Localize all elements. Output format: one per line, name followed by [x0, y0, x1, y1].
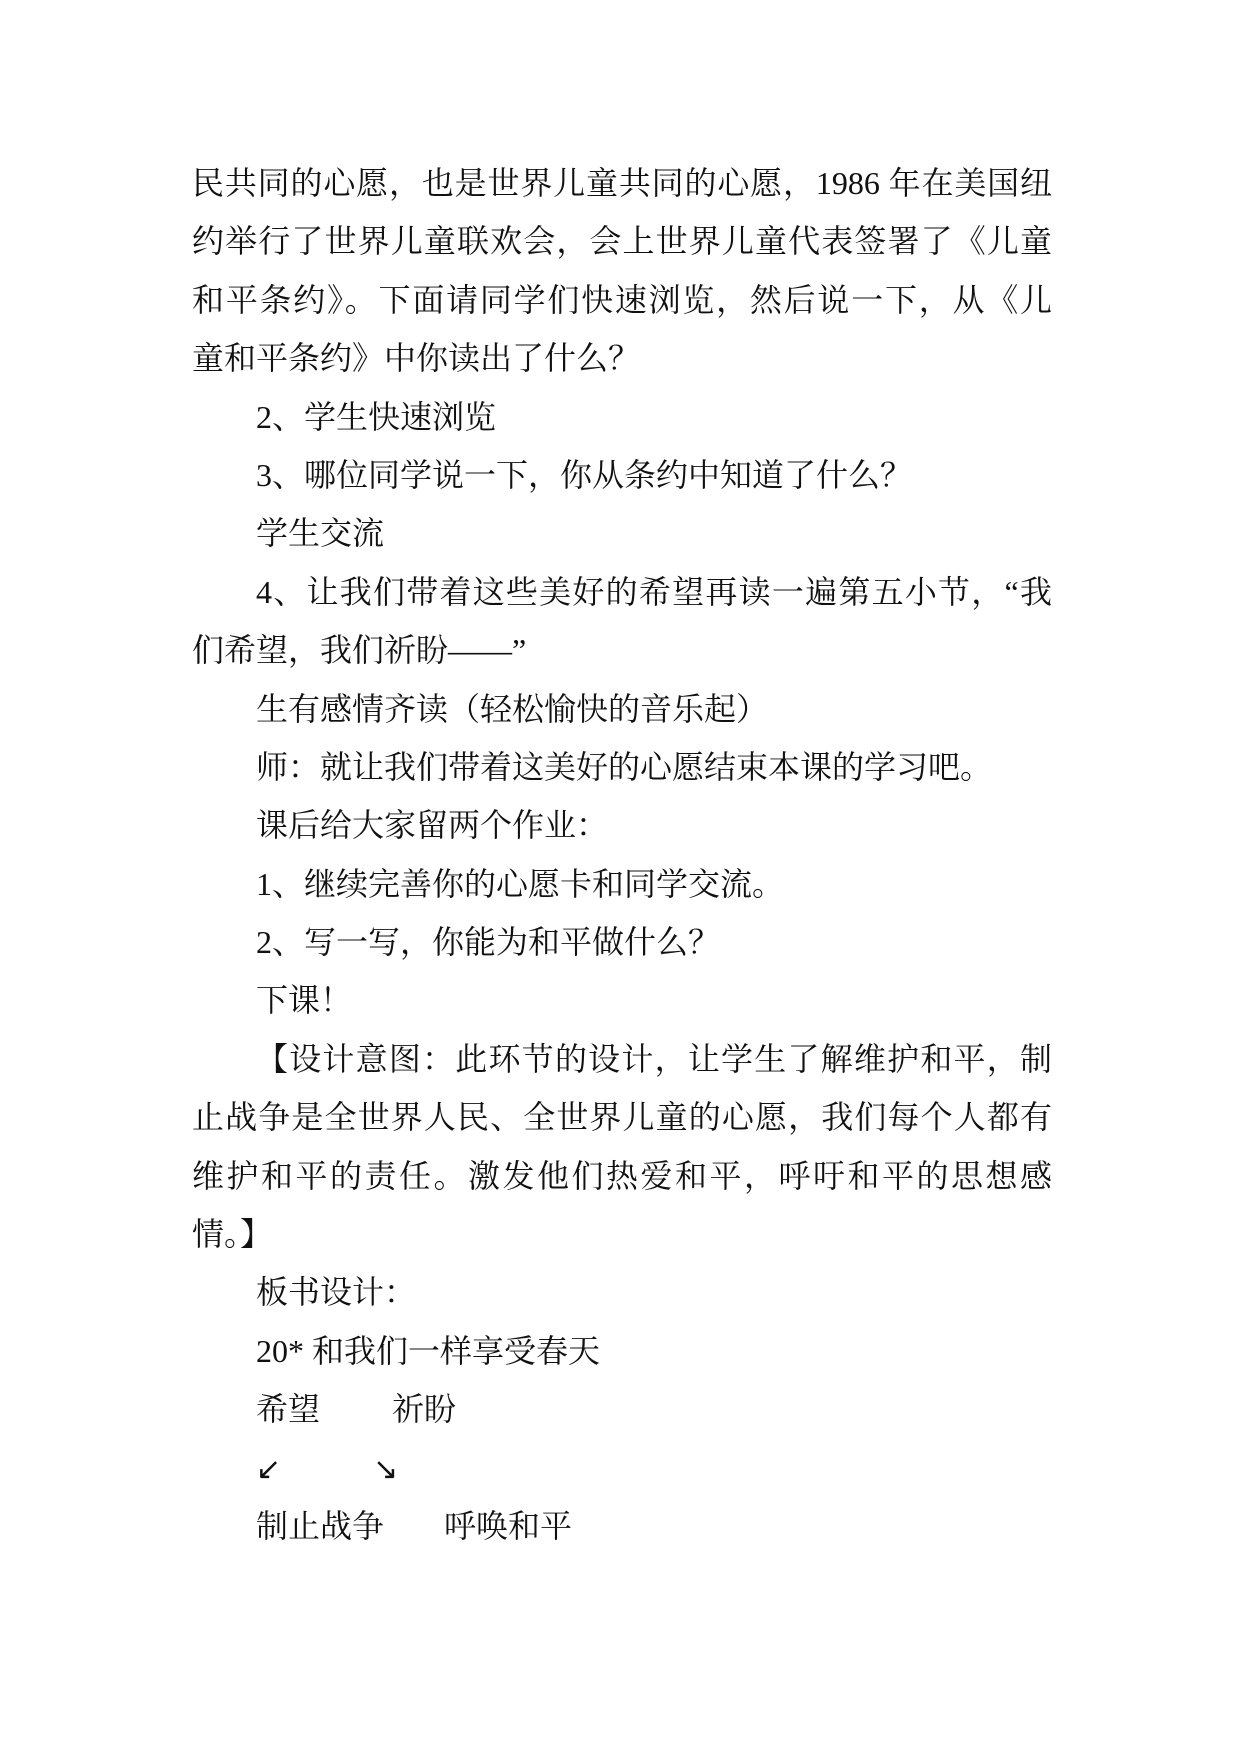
spacer — [281, 1478, 373, 1479]
board-title: 20* 和我们一样享受春天 — [256, 1332, 601, 1369]
text-line: 们希望，我们祈盼——” — [192, 632, 527, 669]
down-right-arrow-icon: ↘ — [373, 1451, 399, 1487]
board-bottom-row — [192, 1497, 1052, 1555]
text-line: 3、哪位同学说一下，你从条约中知道了什么？ — [256, 456, 913, 493]
text-line: 2、学生快速浏览 — [256, 398, 497, 435]
text-line: 2、写一写，你能为和平做什么？ — [256, 924, 721, 961]
text-line: 和平条约》。下面请同学们快速浏览，然后说一下，从《儿 — [192, 281, 1052, 318]
design-intent-line: 【设计意图：此环节的设计，让学生了解维护和平，制 — [256, 1040, 1052, 1077]
text-line: 民共同的心愿，也是世界儿童共同的心愿，1986 年在美国纽 — [192, 165, 1052, 201]
design-intent-line: 情。】 — [192, 1216, 273, 1253]
spacer — [384, 1536, 444, 1537]
board-result-stop-war: 制止战争 — [256, 1507, 385, 1544]
text-line: 1、继续完善你的心愿卡和同学交流。 — [256, 865, 785, 902]
board-word-pray: 祈盼 — [392, 1391, 457, 1428]
board-word-hope: 希望 — [256, 1391, 321, 1428]
text-line: 生有感情齐读（轻松愉快的音乐起） — [256, 690, 769, 727]
board-top-row — [192, 1380, 1052, 1438]
down-left-arrow-icon: ↙ — [256, 1451, 282, 1487]
spacer — [320, 1419, 392, 1420]
board-result-call-peace: 呼唤和平 — [444, 1507, 573, 1544]
board-arrow-row — [192, 1439, 1052, 1497]
text-line: 童和平条约》中你读出了什么？ — [192, 340, 641, 377]
text-line: 课后给大家留两个作业： — [256, 807, 609, 844]
document-body — [192, 154, 1052, 1555]
text-line: 约举行了世界儿童联欢会，会上世界儿童代表签署了《儿童 — [192, 223, 1052, 260]
text-line: 4、让我们带着这些美好的希望再读一遍第五小节，“我 — [256, 573, 1052, 610]
text-line: 师：就让我们带着这美好的心愿结束本课的学习吧。 — [256, 748, 993, 785]
board-heading: 板书设计： — [256, 1274, 417, 1311]
design-intent-line: 止战争是全世界人民、全世界儿童的心愿，我们每个人都有 — [192, 1099, 1052, 1136]
design-intent-line: 维护和平的责任。激发他们热爱和平，呼吁和平的思想感 — [192, 1157, 1052, 1194]
text-line: 学生交流 — [256, 515, 385, 552]
text-line: 下课！ — [256, 982, 353, 1019]
